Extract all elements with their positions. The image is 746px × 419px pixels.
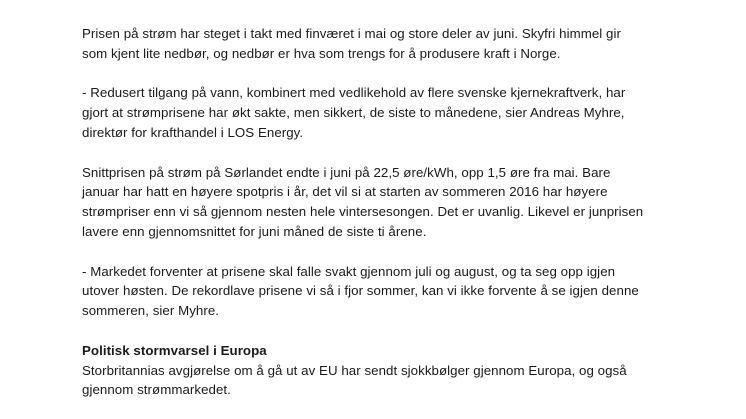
text-line: direktør for krafthandel i LOS Energy. — [82, 124, 304, 140]
text-line: Snittprisen på strøm på Sørlandet endte i juni på 22,5 øre/kWh, opp 1,5 øre fra mai. Bare — [82, 164, 611, 180]
paragraph-quote-myhre-1 — [82, 83, 722, 142]
text-line: lavere enn gjennomsnittet for juni måned de siste ti årene. — [82, 223, 427, 239]
document-body — [82, 24, 722, 400]
text-line: som kjent lite nedbør, og nedbør er hva som trengs for å produsere kraft i Norge. — [82, 45, 561, 61]
text-line: utover høsten. De rekordlave prisene vi så i fjor sommer, kan vi ikke forvente å se igjen denne — [82, 283, 639, 299]
paragraph-average-price — [82, 163, 722, 242]
text-line: - Redusert tilgang på vann, kombinert med vedlikehold av flere svenske kjernekraftverk, har — [82, 85, 626, 101]
text-line: gjort at strømprisene har økt sakte, men sikkert, de siste to månedene, sier Andreas Myhre, — [82, 105, 625, 121]
text-line: Storbritannias avgjørelse om å gå ut av EU har sendt sjokkbølger gjennom Europa, og også — [82, 362, 627, 378]
section-heading: Politisk stormvarsel i Europa — [82, 342, 267, 358]
text-line: januar har hatt en høyere spotpris i år, det vil si at starten av sommeren 2016 har høyere — [82, 184, 608, 200]
paragraph-quote-myhre-2 — [82, 262, 722, 321]
paragraph-intro — [82, 24, 722, 64]
text-line: sommeren, sier Myhre. — [82, 303, 220, 319]
section-storm-warning — [82, 341, 722, 400]
text-line: Prisen på strøm har steget i takt med finværet i mai og store deler av juni. Skyfri himmel gir — [82, 26, 621, 41]
text-line: strømpriser enn vi så gjennom nesten hele vintersesongen. Det er uvanlig. Likevel er junprisen — [82, 204, 644, 220]
text-line: gjennom strømmarkedet. — [82, 382, 231, 398]
text-line: - Markedet forventer at prisene skal falle svakt gjennom juli og august, og ta seg opp igjen — [82, 263, 616, 279]
